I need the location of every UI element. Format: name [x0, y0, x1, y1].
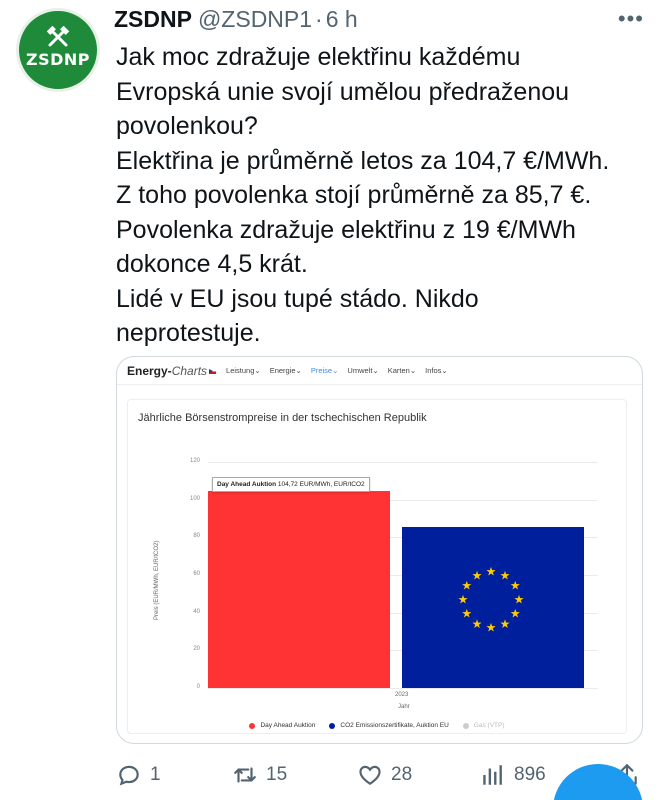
like-button[interactable]	[357, 762, 412, 788]
nav-item-umwelt: Umwelt⌄	[347, 366, 379, 375]
price-chart	[127, 399, 627, 734]
view-count: 896	[514, 764, 546, 785]
tweet-line: povolenkou?	[116, 112, 258, 140]
views-button[interactable]	[480, 762, 546, 788]
tweet-text	[116, 40, 656, 351]
y-gridline	[208, 688, 598, 689]
like-count: 28	[391, 764, 413, 785]
y-tick-label: 20	[193, 646, 200, 653]
eu-star-icon: ★	[509, 578, 521, 593]
reply-button[interactable]	[116, 762, 161, 788]
chart-title: Jährliche Börsenstrompreise in der tschechischen Republik	[138, 412, 427, 424]
tweet-line: Povolenka zdražuje elektřinu z 19 €/MWh	[116, 215, 576, 244]
legend-item	[329, 722, 448, 729]
tweet-header	[114, 4, 648, 34]
eu-star-icon: ★	[485, 564, 497, 579]
avatar[interactable]	[16, 8, 100, 92]
x-tick-label: 2023	[395, 692, 409, 698]
reply-count: 1	[150, 764, 161, 785]
tweet-line: Evropská unie svojí umělou předraženou	[116, 77, 570, 106]
nav-item-leistung: Leistung⌄	[226, 366, 261, 375]
avatar-label: ZSDNP	[25, 49, 91, 69]
tweet-line: Jak moc zdražuje elektřinu každému	[116, 43, 521, 71]
views-icon	[480, 762, 506, 788]
y-tick-label: 120	[189, 458, 200, 464]
eu-star-icon: ★	[461, 578, 473, 593]
eu-star-icon: ★	[499, 568, 511, 583]
energy-charts-nav	[117, 357, 642, 385]
nav-item-preise: Preise⌄	[310, 366, 339, 375]
display-name[interactable]: ZSDNP	[114, 5, 192, 32]
more-options-icon[interactable]: •••	[617, 6, 644, 31]
nav-item-infos: Infos⌄	[425, 366, 448, 375]
chart-legend	[128, 722, 626, 729]
y-gridline	[208, 462, 598, 463]
legend-label: CO2 Emissionszertifikate, Auktion EU	[340, 722, 449, 729]
heart-icon	[357, 762, 383, 788]
retweet-icon	[232, 762, 258, 788]
tweet-line: dokonce 4,5 krát.	[116, 250, 308, 278]
eu-star-icon: ★	[471, 616, 483, 631]
eu-star-icon: ★	[457, 592, 469, 607]
energy-charts-logo: Energy-Charts	[127, 364, 216, 378]
separator: ·	[315, 5, 323, 32]
handle[interactable]: @ZSDNP1	[197, 5, 313, 32]
retweet-count: 15	[266, 764, 288, 785]
reply-icon	[116, 762, 142, 788]
eu-star-icon: ★	[513, 592, 525, 607]
bar-day-ahead	[208, 491, 390, 688]
x-axis-label: Jahr	[398, 704, 410, 710]
eu-star-icon: ★	[509, 606, 521, 621]
hammer-pick-icon	[45, 26, 71, 48]
legend-swatch	[329, 723, 335, 729]
nav-item-energie: Energie⌄	[269, 366, 302, 375]
legend-label: Day Ahead Auktion	[260, 722, 316, 729]
eu-star-icon: ★	[499, 616, 511, 631]
legend-item	[249, 722, 315, 729]
y-axis-label: Preis (EUR/MWh, EUR/tCO2)	[154, 540, 160, 620]
y-tick-label: 0	[196, 684, 200, 690]
tweet-line: Elektřina je průměrně letos za 104,7 €/MWh.	[116, 146, 610, 175]
y-tick-label: 100	[189, 495, 200, 502]
eu-flag-icon	[402, 527, 584, 688]
eu-star-icon: ★	[471, 568, 483, 583]
nav-item-karten: Karten⌄	[387, 366, 417, 375]
legend-item	[463, 722, 505, 729]
tweet-line: neprotestuje.	[116, 319, 261, 347]
y-tick-label: 60	[193, 571, 200, 577]
bar-tooltip: Day Ahead Auktion 104,72 EUR/MWh, EUR/tCO2	[212, 477, 370, 492]
eu-star-icon: ★	[461, 606, 473, 621]
y-tick-label: 80	[193, 533, 200, 540]
legend-label: Gas (VTP)	[473, 722, 505, 729]
legend-swatch	[249, 723, 255, 729]
tweet-line: Z toho povolenka stojí průměrně za 85,7 €.	[116, 181, 592, 209]
eu-star-icon: ★	[485, 620, 497, 635]
retweet-button[interactable]	[232, 762, 287, 788]
y-tick-label: 40	[193, 608, 200, 615]
timestamp[interactable]: 6 h	[325, 5, 358, 32]
czech-flag-icon	[209, 369, 216, 374]
tweet-line: Lidé v EU jsou tupé stádo. Nikdo	[116, 284, 479, 313]
legend-swatch	[463, 723, 469, 729]
media-card[interactable]	[116, 356, 643, 744]
